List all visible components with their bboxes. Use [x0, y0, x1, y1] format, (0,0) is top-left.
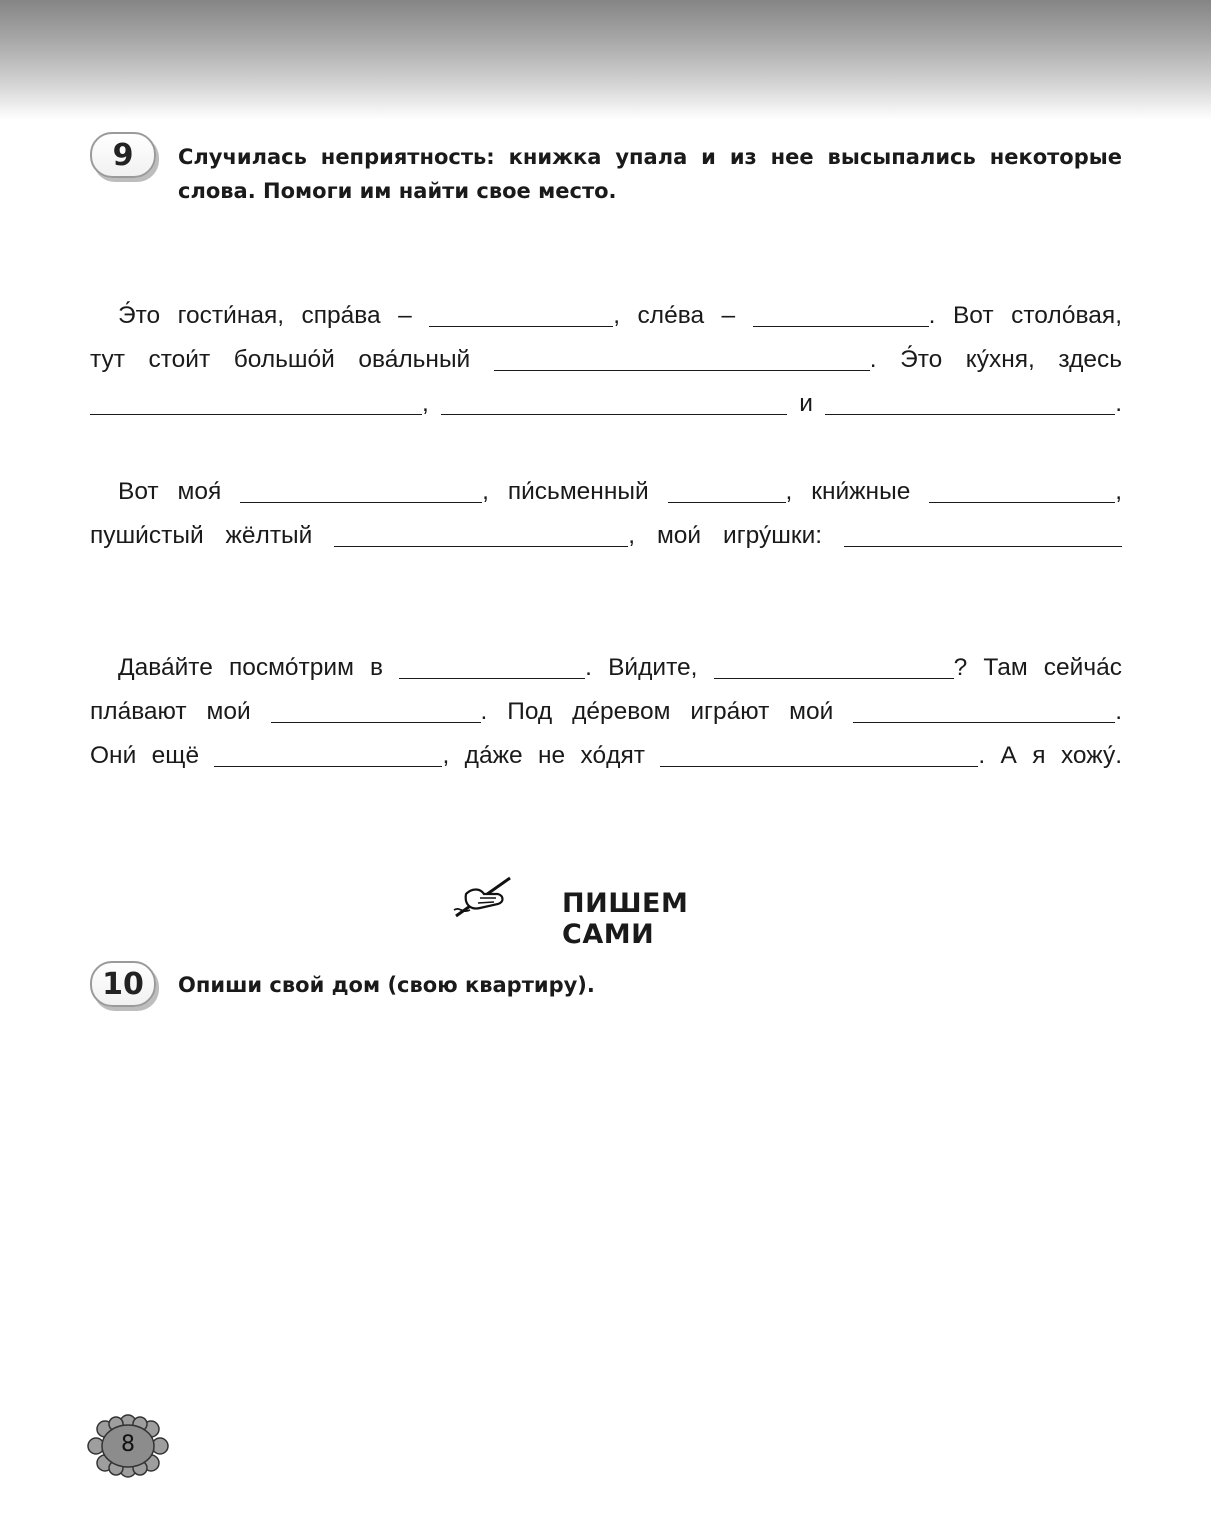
exercise-line	[90, 338, 1122, 382]
page-header-band	[0, 0, 1211, 120]
blank-field[interactable]	[214, 740, 442, 767]
fill-in-exercise	[90, 250, 1122, 822]
task-number: 10	[102, 966, 144, 1002]
text-fragment: . Э́то ку́хня, здесь	[869, 346, 1122, 373]
exercise-line	[90, 602, 1122, 646]
exercise-line	[90, 778, 1122, 822]
text-fragment: , сле́ва –	[613, 302, 736, 329]
blank-field[interactable]	[441, 388, 787, 415]
blank-field[interactable]	[271, 696, 481, 723]
exercise-line	[90, 734, 1122, 778]
blank-field[interactable]	[753, 300, 929, 327]
exercise-line	[90, 250, 1122, 294]
text-fragment: .	[1115, 390, 1122, 417]
text-fragment: .	[1115, 698, 1122, 725]
exercise-line	[90, 426, 1122, 470]
task-number-badge	[90, 132, 156, 178]
page-number: 8	[121, 1432, 135, 1457]
text-fragment: Э́то гости́ная, спра́ва –	[118, 302, 412, 329]
text-fragment: . Под де́ревом игра́ют мои́	[480, 698, 834, 725]
exercise-line	[90, 646, 1122, 690]
exercise-line	[90, 690, 1122, 734]
text-fragment: Вот моя́	[118, 478, 222, 505]
blank-field[interactable]	[240, 476, 482, 503]
blank-field[interactable]	[853, 696, 1115, 723]
writing-hand-icon	[450, 872, 516, 922]
text-fragment: ,	[422, 390, 429, 417]
text-fragment: . Ви́дите,	[585, 654, 698, 681]
text-fragment: . А я хожу́.	[978, 742, 1122, 769]
text-fragment: ,	[1115, 478, 1122, 505]
task-instruction-line: Случилась неприятность: книжка упала и из нее высыпались некоторые	[178, 145, 1122, 169]
task-instruction: Опиши свой дом (свою квартиру).	[178, 973, 595, 997]
blank-field[interactable]	[429, 300, 613, 327]
text-fragment: и	[799, 390, 813, 417]
blank-field[interactable]	[494, 344, 870, 371]
blank-field[interactable]	[844, 520, 1122, 547]
section-header	[450, 872, 780, 950]
task-instruction	[178, 140, 1122, 208]
blank-field[interactable]	[399, 652, 585, 679]
text-fragment: Дава́йте посмо́трим в	[118, 654, 384, 681]
text-fragment: , мои́ игру́шки:	[628, 522, 823, 549]
blank-field[interactable]	[90, 388, 422, 415]
text-fragment: , пи́сьменный	[482, 478, 649, 505]
task-number: 9	[112, 137, 134, 173]
text-fragment: ? Там сейча́с	[953, 654, 1122, 681]
text-fragment: . Вот столо́вая,	[928, 302, 1122, 329]
text-fragment: Они́ ещё	[90, 742, 200, 769]
blank-field[interactable]	[668, 476, 786, 503]
text-fragment: , кни́жные	[785, 478, 911, 505]
blank-field[interactable]	[660, 740, 978, 767]
exercise-line	[90, 514, 1122, 558]
exercise-line	[90, 382, 1122, 426]
exercise-line	[90, 470, 1122, 514]
exercise-line	[90, 294, 1122, 338]
section-title: ПИШЕМ САМИ	[562, 888, 689, 950]
task-number-badge	[90, 961, 156, 1007]
blank-field[interactable]	[714, 652, 954, 679]
task-instruction-line: слова. Помоги им найти свое место.	[178, 179, 617, 203]
exercise-line	[90, 558, 1122, 602]
text-fragment: пла́вают мои́	[90, 698, 251, 725]
text-fragment: пуши́стый жёлтый	[90, 522, 313, 549]
text-fragment: тут стои́т большо́й ова́льный	[90, 346, 471, 373]
blank-field[interactable]	[929, 476, 1115, 503]
blank-field[interactable]	[825, 388, 1115, 415]
text-fragment: , да́же не хо́дят	[442, 742, 645, 769]
blank-field[interactable]	[334, 520, 628, 547]
